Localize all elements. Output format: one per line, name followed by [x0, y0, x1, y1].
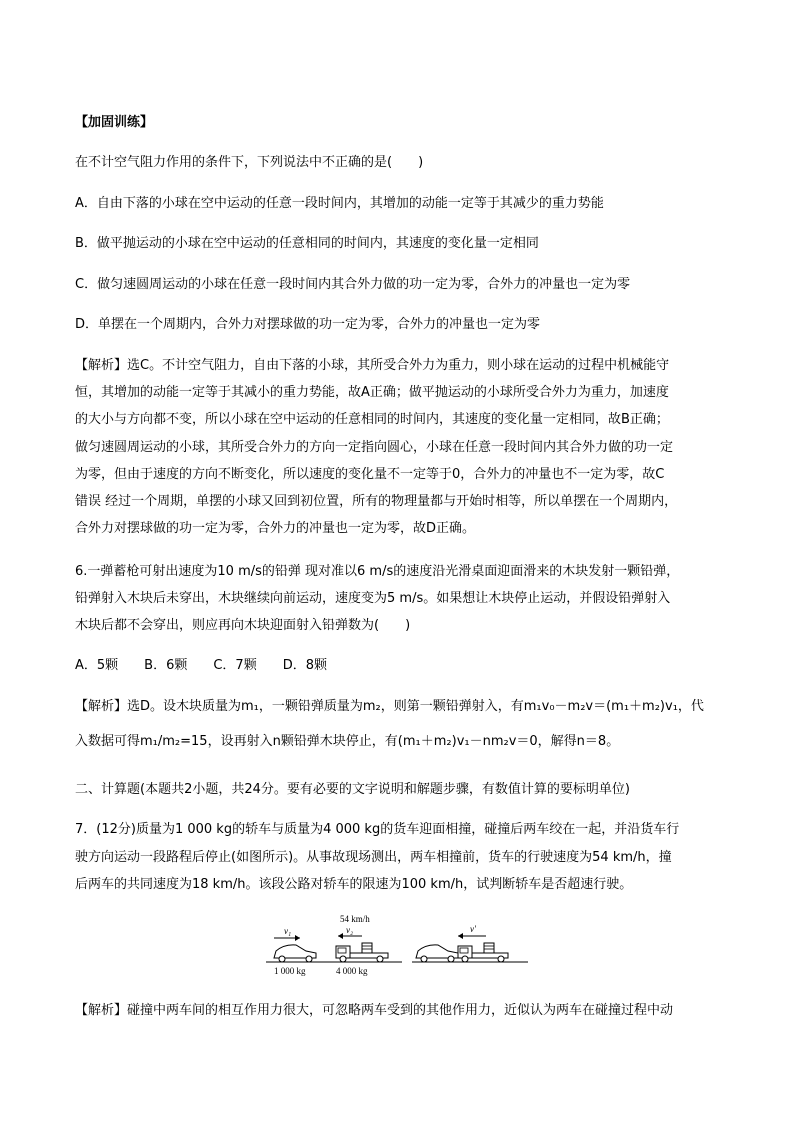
line-17: 【解析】选D。设木块质量为m₁，一颗铅弹质量为m₂，则第一颗铅弹射入，有m₁v₀－m₂v＝(m₁＋m₂)v₁，代: [75, 699, 704, 714]
line-15: 木块后都不会穿出，则应再向木块迎面射入铅弹数为( ): [75, 618, 411, 633]
line-6: 【解析】选C。不计空气阻力，自由下落的小球，其所受合外力为重力，则小球在运动的过程中机械能守: [75, 358, 670, 373]
before-collision-scene: [266, 914, 402, 976]
line-5: D．单摆在一个周期内，合外力对摆球做的功一定为零，合外力的冲量也一定为零: [75, 317, 541, 332]
line-7: 恒，其增加的动能一定等于其减小的重力势能，故A正确；做平抛运动的小球所受合外力为重力，加速度: [75, 385, 669, 400]
line-10: 为零，但由于速度的方向不断变化，所以速度的变化量不一定等于0，合外力的冲量也不一定为零，故C: [75, 467, 665, 482]
line-9: 做匀速圆周运动的小球，其所受合外力的方向一定指向圆心，小球在任意一段时间内其合外力做的功一定: [75, 440, 674, 455]
after-collision-scene: [412, 924, 528, 962]
car-mass-label: 1 000 kg: [274, 966, 306, 976]
line-22: 后两车的共同速度为18 km/h。该段公路对轿车的限速为100 km/h，试判断轿车是否超速行驶。: [75, 877, 633, 892]
line-20: 7．(12分)质量为1 000 kg的轿车与质量为4 000 kg的货车迎面相撞，碰撞后两车绞在一起，并沿货车行: [75, 822, 680, 837]
line-11: 错误 经过一个周期，单摆的小球又回到初位置，所有的物理量都与开始时相等，所以单摆在一个周期内，: [75, 494, 678, 509]
line-13: 6.一弹蓄枪可射出速度为10 m/s的铅弹 现对准以6 m/s的速度沿光滑桌面迎面滑来的木块发射一颗铅弹，: [75, 564, 680, 579]
line-12: 合外力对摆球做的功一定为零，合外力的冲量也一定为零，故D正确。: [75, 521, 476, 536]
line-4: C．做匀速圆周运动的小球在任意一段时间内其合外力做的功一定为零，合外力的冲量也一定为零: [75, 277, 631, 292]
car-icon-after: [416, 945, 458, 962]
car-speed-label: v₁: [284, 926, 292, 936]
line-0: 【加固训练】: [75, 115, 154, 130]
truck-mass-label: 4 000 kg: [336, 966, 368, 976]
line-2: A．自由下落的小球在空中运动的任意一段时间内，其增加的动能一定等于其减少的重力势能: [75, 196, 604, 211]
collision-figure: [260, 912, 530, 982]
line-3: B．做平抛运动的小球在空中运动的任意相同的时间内，其速度的变化量一定相同: [75, 236, 539, 251]
truck-speed-label: v₂: [346, 925, 354, 935]
truck-icon-after: [458, 943, 508, 962]
line-8: 的大小与方向都不变，所以小球在空中运动的任意相同的时间内，其速度的变化量一定相同，故B正确；: [75, 412, 669, 427]
truck-icon: [336, 943, 388, 962]
combined-speed-label: v′: [470, 924, 476, 934]
line-1: 在不计空气阻力作用的条件下，下列说法中不正确的是( ): [75, 155, 424, 170]
line-23: 【解析】碰撞中两车间的相互作用力很大，可忽略两车受到的其他作用力，近似认为两车在碰撞过程中动: [75, 1003, 674, 1018]
car-icon: [274, 945, 316, 962]
line-21: 驶方向运动一段路程后停止(如图所示)。从事故现场测出，两车相撞前，货车的行驶速度为54 km/h，撞: [75, 850, 672, 865]
line-18: 入数据可得m₁/m₂=15，设再射入n颗铅弹木块停止，有(m₁＋m₂)v₁－nm₂v＝0，解得n＝8。: [75, 734, 620, 749]
truck-speed-value: 54 km/h: [340, 914, 370, 924]
line-14: 铅弹射入木块后未穿出，木块继续向前运动，速度变为5 m/s。如果想让木块停止运动，并假设铅弹射入: [75, 591, 671, 606]
line-16: A．5颗 B．6颗 C．7颗 D．8颗: [75, 658, 327, 673]
line-19: 二、计算题(本题共2小题，共24分。要有必要的文字说明和解题步骤，有数值计算的要标明单位): [75, 782, 630, 797]
